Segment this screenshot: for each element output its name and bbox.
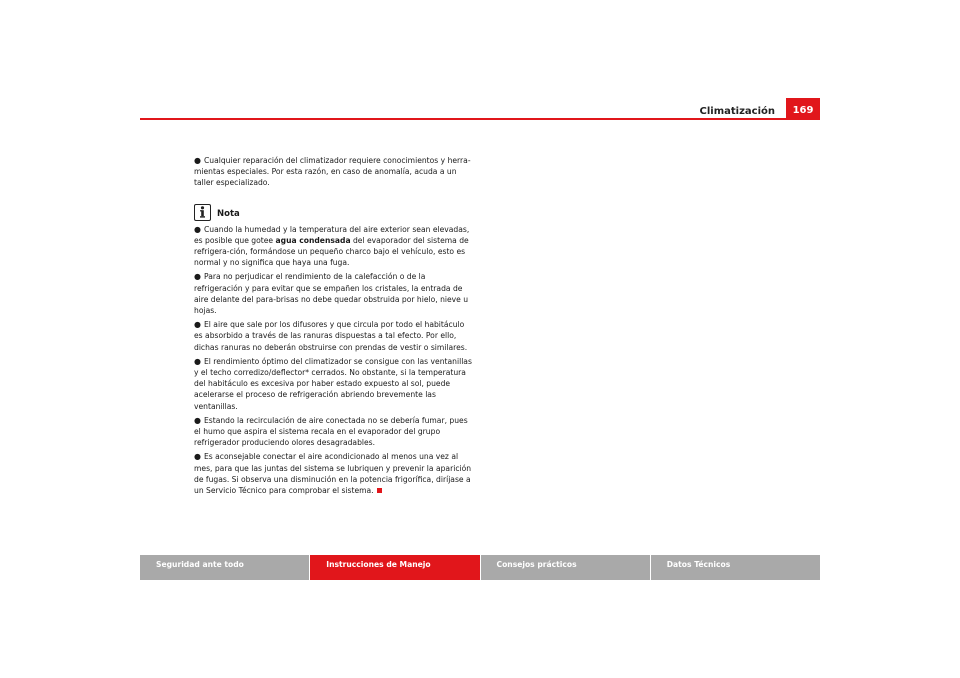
page-number-badge: 169 [786,98,820,120]
list-item [194,415,474,449]
bullet-icon: ● [194,452,201,462]
bullet-text-tail: del evaporador del sistema de refrigera-ción, formándose un pequeño charco bajo el vehículo, esto es normal y no significa que haya una fuga. [194,235,469,268]
bullet-text: Cuando la humedad y la temperatura del aire exterior sean elevadas, es posible que gotee [194,224,470,245]
footer-tab-consejos[interactable]: Consejos prácticos [481,555,650,580]
footer-tab-seguridad[interactable]: Seguridad ante todo [140,555,309,580]
intro-paragraph [194,155,474,189]
bullet-text: Estando la recirculación de aire conectada no se debería fumar, pues el humo que aspira el sistema recala en el evaporador del grupo refrigerador produciendo olores desagradables. [194,415,468,448]
list-item [194,271,474,316]
bullet-icon: ● [194,272,201,282]
bullet-icon: ● [194,156,201,165]
header-rule [140,118,820,120]
list-item [194,224,474,269]
footer-nav [140,555,820,580]
bullet-text: Para no perjudicar el rendimiento de la calefacción o de la refrigeración y para evitar que se empañen los cristales, la entrada de aire delante del para-brisas no debe quedar obstruida por hielo, nieve u hojas. [194,272,469,316]
bullet-icon: ● [194,320,201,330]
nota-label: Nota [217,208,240,219]
bullet-text: El rendimiento óptimo del climatizador se consigue con las ventanillas y el techo corredizo/deflector* cerrados. No obstante, si la temperatura del habitáculo es excesiva por haber estado expuesto al sol, puede acelerarse el proceso de refrigeración abriendo brevemente las ventanillas. [194,356,472,411]
nota-heading [194,204,474,221]
page-header-title: Climatización [699,106,775,117]
bullet-icon: ● [194,356,201,366]
footer-tab-instrucciones[interactable]: Instrucciones de Manejo [310,555,479,580]
intro-text: Cualquier reparación del climatizador requiere conocimientos y herra-mientas especiales. Por esta razón, en caso de anomalía, acuda a un taller especializado. [194,156,471,188]
bullet-text: El aire que sale por los difusores y que circula por todo el habitáculo es absorbido a través de las ranuras dispuestas a tal efecto. Por ello, dichas ranuras no deberán obstruirse con prendas de vestir o similares. [194,320,468,352]
list-item [194,356,474,412]
bold-term: agua condensada [275,235,351,245]
bullet-icon: ● [194,415,201,425]
info-icon [194,204,211,221]
list-item [194,319,474,353]
main-content [194,155,474,499]
bullet-icon: ● [194,224,201,234]
section-end-icon [377,488,382,493]
footer-tab-datos[interactable]: Datos Técnicos [651,555,820,580]
bullet-text: Es aconsejable conectar el aire acondicionado al menos una vez al mes, para que las juntas del sistema se lubriquen y prevenir la aparición de fugas. Si observa una disminución en la potencia frigorífica, diríjase a un Servicio Técnico para comprobar el sistema. [194,452,472,496]
list-item [194,451,474,496]
